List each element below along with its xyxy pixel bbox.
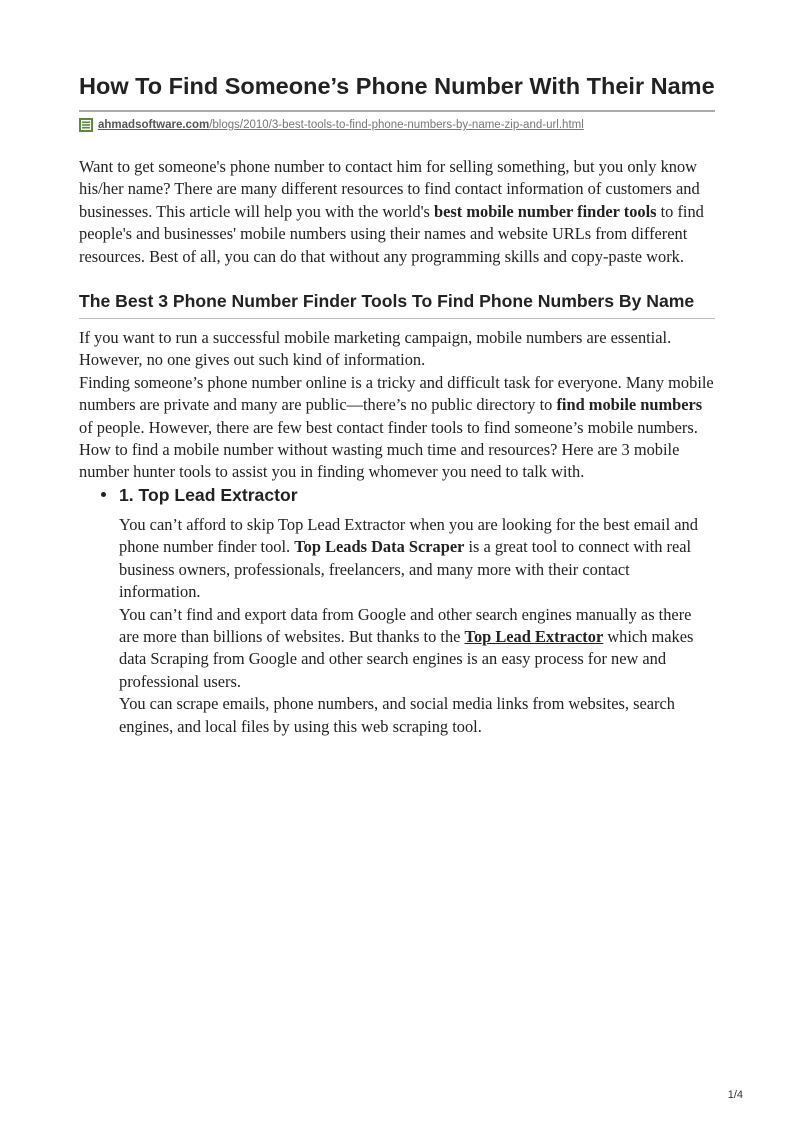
section-paragraph-2 [79, 372, 715, 439]
site-favicon-icon [79, 118, 93, 132]
intro-paragraph [79, 156, 715, 268]
list-item-paragraph-2-text-2: which makes data Scraping from Google and other search engines is an easy process for new and professional users. [119, 626, 694, 691]
section-divider [79, 318, 715, 319]
section-paragraph-1: If you want to run a successful mobile marketing campaign, mobile numbers are essential. However, no one gives out such kind of information. [79, 328, 672, 370]
intro-bold: best mobile number finder tools [434, 201, 657, 221]
source-domain[interactable]: ahmadsoftware.com [98, 119, 210, 131]
list-item-paragraph-1 [119, 514, 715, 604]
section-heading: The Best 3 Phone Number Finder Tools To Find Phone Numbers By Name [79, 291, 695, 312]
title-divider [79, 110, 715, 112]
source-path[interactable]: /blogs/2010/3-best-tools-to-find-phone-numbers-by-name-zip-and-url.html [209, 119, 584, 131]
section-paragraph-2-bold: find mobile numbers [556, 395, 703, 415]
top-lead-extractor-link[interactable]: Top Lead Extractor [464, 626, 604, 646]
page-number: 1/4 [727, 1089, 743, 1101]
intro-text-1: Want to get someone's phone number to contact him for selling something, but you only know his/her name? There are many different resources to find contact information of customers and businesses. This article will help you with the world's [79, 157, 700, 221]
list-item-paragraph-2 [119, 604, 715, 694]
intro-text-2: to find people's and businesses' mobile numbers using their names and website URLs from different resources. Best of all, you can do that without any programming skills and copy-paste work. [79, 201, 704, 266]
section-paragraph-2-text-1: Finding someone’s phone number online is a tricky and difficult task for everyone. Many mobile numbers are private and many are public—there’s no public directory to [79, 372, 714, 415]
tools-list [79, 484, 715, 738]
section-paragraph-3: How to find a mobile number without wasting much time and resources? Here are 3 mobile number hunter tools to assist you in finding whomever you need to talk with. [79, 440, 680, 482]
source-link[interactable] [98, 119, 584, 131]
list-item-paragraph-1-bold: Top Leads Data Scraper [294, 537, 465, 557]
list-item-paragraph-1-text-1: You can’t afford to skip Top Lead Extractor when you are looking for the best email and phone number finder tool. [119, 514, 698, 557]
list-item-paragraph-3: You can scrape emails, phone numbers, and social media links from websites, search engines, and local files by using this web scraping tool. [119, 694, 675, 736]
list-item-heading: 1. Top Lead Extractor [119, 484, 298, 505]
section-paragraph-2-text-2: of people. However, there are few best contact finder tools to find someone’s mobile numbers. [79, 417, 698, 437]
list-item-paragraph-2-text-1: You can’t find and export data from Google and other search engines manually as there are more than billions of websites. But thanks to the [119, 604, 692, 646]
article-title: How To Find Someone’s Phone Number With Their Name [79, 73, 715, 99]
list-item [79, 484, 715, 738]
document-page [79, 72, 715, 738]
list-item-paragraph-1-text-2: is a great tool to connect with real business owners, professionals, freelancers, and many more with their contact information. [119, 537, 692, 602]
source-line [79, 118, 715, 132]
bullet-icon [101, 492, 106, 497]
